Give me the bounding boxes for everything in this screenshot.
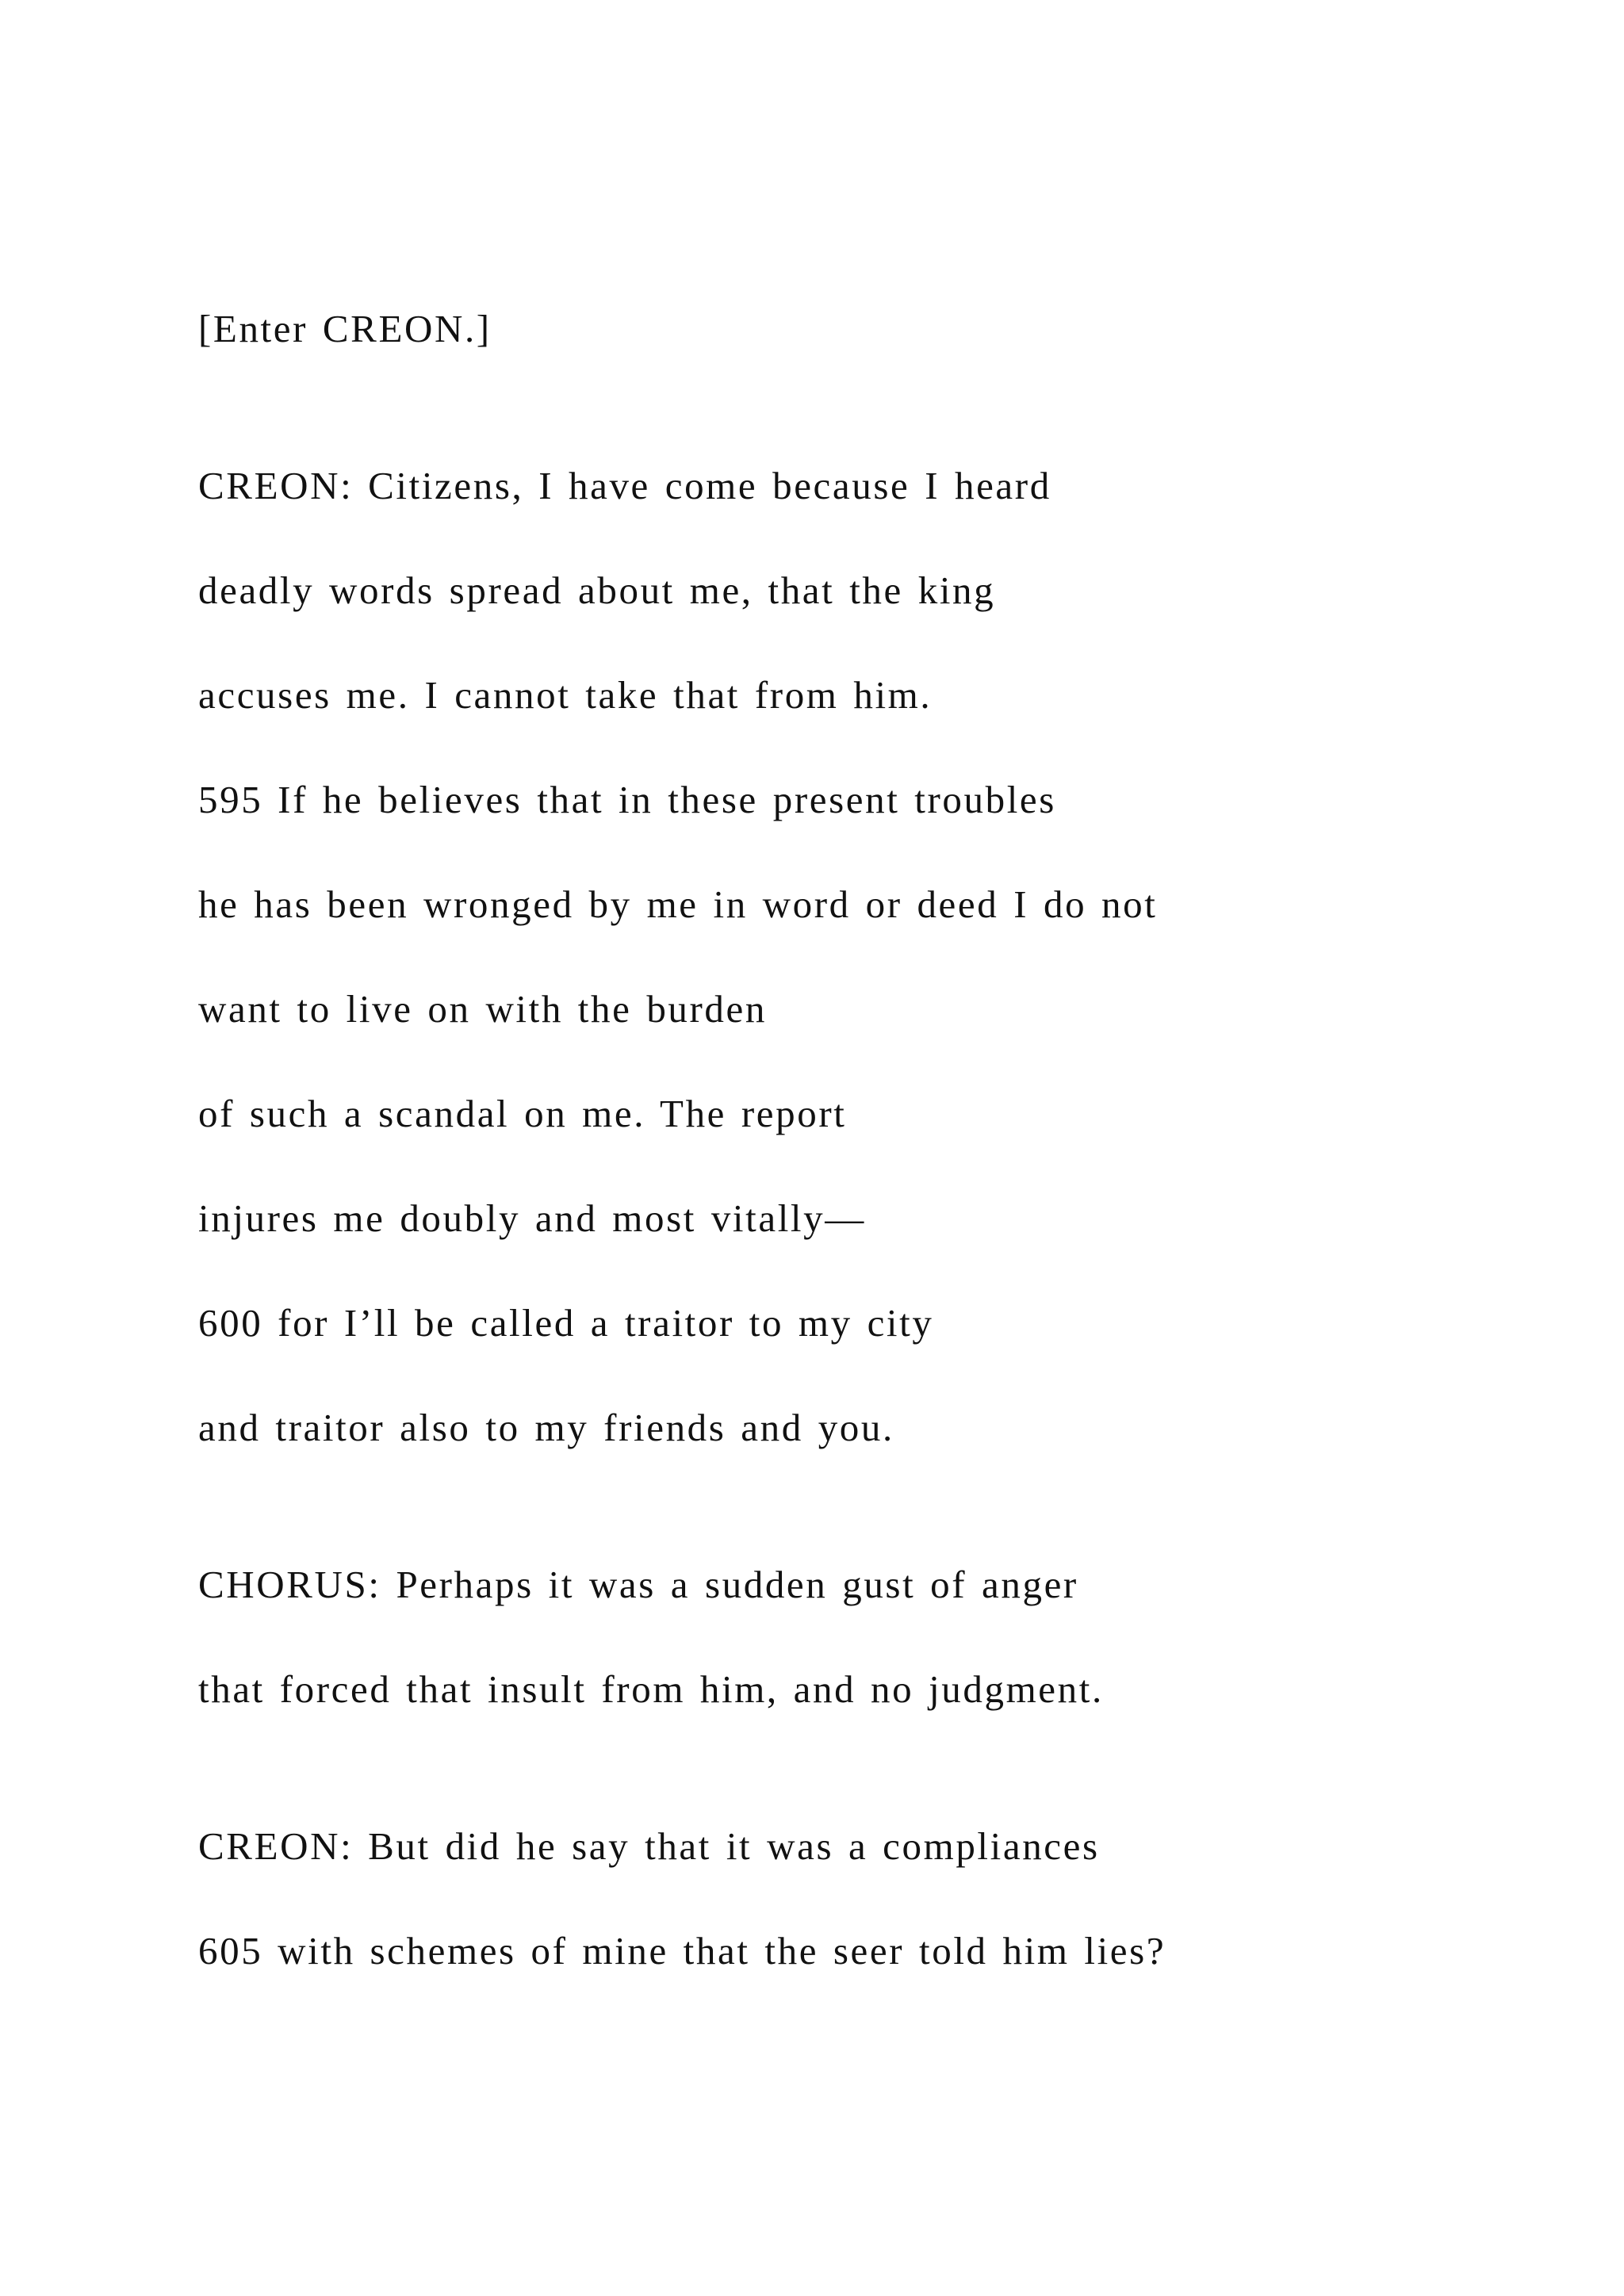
text-line: 605 with schemes of mine that the seer told him lies? [198,1929,1166,1973]
text-line: CHORUS: Perhaps it was a sudden gust of anger [198,1563,1078,1606]
text-line: 600 for I’ll be called a traitor to my city [198,1301,934,1345]
text-line: 595 If he believes that in these present troubles [198,778,1056,821]
text-line: he has been wronged by me in word or deed I do not [198,882,1158,926]
text-line: CREON: But did he say that it was a compliances [198,1824,1100,1868]
text-line: and traitor also to my friends and you. [198,1406,894,1449]
text-line: of such a scandal on me. The report [198,1092,847,1135]
stage-direction: [Enter CREON.] [198,307,492,350]
text-line: that forced that insult from him, and no judgment. [198,1667,1104,1711]
text-line: deadly words spread about me, that the king [198,568,996,612]
text-line: accuses me. I cannot take that from him. [198,673,933,717]
text-line: injures me doubly and most vitally— [198,1196,866,1240]
text-line: want to live on with the burden [198,987,767,1031]
text-line: CREON: Citizens, I have come because I heard [198,464,1051,507]
